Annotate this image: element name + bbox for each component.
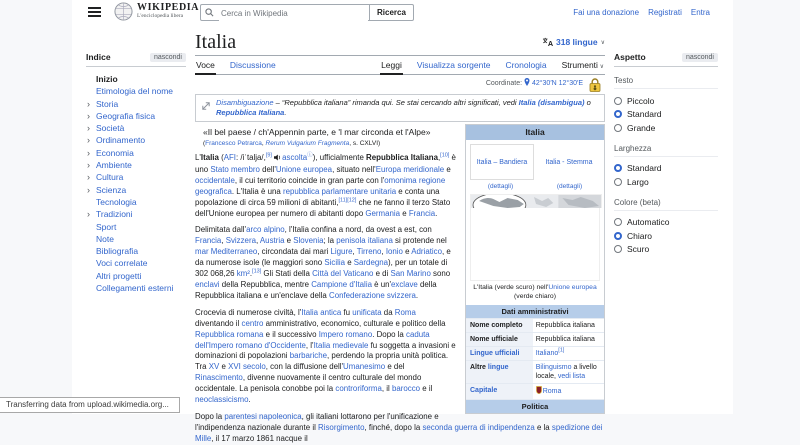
wiki-link[interactable]: Italia antica — [301, 307, 342, 317]
wiki-link[interactable]: Campione d'Italia — [311, 279, 372, 289]
infobox-row-label — [466, 384, 533, 399]
sidebar-item-ambiente[interactable] — [87, 159, 186, 171]
disambiguation-icon — [201, 101, 211, 111]
expand-arrow-icon[interactable]: › — [87, 209, 90, 220]
tab-leggi[interactable]: Leggi — [380, 57, 403, 75]
languages-button[interactable] — [542, 37, 605, 47]
disambiguation-notice: Disambiguazione – “Repubblica italiana” rimanda qui. Se stai cercando altri significati, vedi Italia (disambigua) o Repubblica Italiana. — [195, 94, 605, 122]
toc-link[interactable]: Ordinamento — [96, 135, 146, 146]
radio-option-automatico[interactable] — [614, 216, 718, 230]
tab-discussione[interactable]: Discussione — [229, 60, 276, 70]
expand-arrow-icon[interactable]: › — [87, 110, 90, 121]
tab-visualizza-sorgente[interactable]: Visualizza sorgente — [416, 60, 491, 70]
sidebar-item-etimologia-del-nome[interactable] — [96, 85, 186, 97]
coat-of-arms-placeholder[interactable] — [538, 144, 600, 180]
sidebar-item-bibliografia[interactable] — [96, 245, 186, 257]
radio-option-largo[interactable] — [614, 175, 718, 189]
wiki-link[interactable]: Italia (disambigua) — [518, 98, 585, 107]
wiki-link[interactable]: Ligure — [330, 247, 353, 257]
infobox-row-label — [466, 333, 533, 346]
tab-cronologia[interactable]: Cronologia — [505, 60, 547, 70]
section-title: Testo — [614, 76, 718, 89]
sidebar-item-note[interactable] — [96, 233, 186, 245]
infobox-row-label — [466, 319, 533, 332]
hamburger-menu-icon[interactable] — [88, 7, 101, 19]
search-input[interactable] — [219, 5, 368, 22]
infobox-row — [466, 383, 604, 399]
locator-map-image[interactable] — [470, 194, 602, 208]
wiki-link[interactable]: Impero romano — [318, 329, 373, 339]
wiki-link[interactable]: Svizzera — [225, 236, 256, 246]
text-span: Italia — [200, 153, 219, 162]
toc-link[interactable]: Sport — [96, 221, 117, 232]
coordinates-bar — [195, 75, 605, 92]
wiki-link[interactable]: vedi lista — [557, 373, 586, 380]
radio-option-grande[interactable] — [614, 121, 718, 135]
header-links — [573, 8, 710, 17]
infobox-row-value: Repubblica italiana — [535, 336, 595, 343]
radio-unselected-icon[interactable] — [614, 178, 622, 186]
radio-option-scuro[interactable] — [614, 243, 718, 257]
wiki-link[interactable]: Stato membro — [210, 164, 260, 174]
wiki-link[interactable]: Disambiguazione — [216, 98, 274, 107]
language-icon — [542, 37, 553, 47]
radio-unselected-icon[interactable] — [614, 97, 622, 105]
toc-link[interactable]: Etimologia del nome — [96, 86, 174, 97]
expand-arrow-icon[interactable]: › — [87, 184, 90, 195]
wiki-link[interactable]: neoclassicismo — [195, 395, 249, 405]
wiki-link[interactable]: ascolta — [282, 153, 308, 162]
wiki-link[interactable]: caduta dell'Impero romano d'Occidente — [195, 329, 430, 350]
wiki-link[interactable]: Sicilia — [324, 258, 345, 268]
appearance-title: Aspetto — [614, 52, 646, 62]
radio-option-chiaro[interactable] — [614, 229, 718, 243]
infobox-row — [466, 360, 604, 383]
expand-arrow-icon[interactable]: › — [87, 123, 90, 134]
infobox-row-value — [533, 347, 604, 360]
wiki-link[interactable]: omonima regione geografica — [195, 175, 446, 196]
wiki-link[interactable]: Rinascimento — [195, 373, 243, 383]
section-title: Larghezza — [614, 144, 718, 157]
infobox-row-value: Repubblica italiana — [535, 322, 595, 329]
radio-label: Chiaro — [627, 230, 653, 241]
toc-link[interactable]: Scienza — [96, 184, 127, 195]
toc-link[interactable]: Note — [96, 233, 114, 244]
wiki-link[interactable]: mar Mediterraneo — [195, 247, 258, 257]
reference-link[interactable]: [10] — [440, 152, 450, 159]
radio-label: Standard — [627, 163, 662, 174]
article-paragraph: Crocevia di numerose civiltà, l'Italia antica fu unificata da Roma diventando il centro amministrativo, economico, culturale e politico della Repubblica romana e il successivo Impero romano. Dopo la caduta dell'Impero romano d'Occidente, l'Italia medievale fu soggetta a invasioni e dominazioni di popolazioni barbariche, perdendo la propria unità politica. Tra XV e XVI secolo, con la diffusione dell'Umanesimo e del Rinascimento, divenne nuovamente il centro culturale del mondo occidentale. La penisola conobbe poi la controriforma, il barocco e il neoclassicismo. — [195, 307, 456, 405]
epigraph-attribution: (Francesco Petrarca, Rerum Vulgarium Fragmenta, s. CXLVI) — [203, 140, 381, 147]
infobox-row-value — [533, 384, 604, 399]
toc-link[interactable]: Tradizioni — [96, 209, 133, 220]
sidebar-item-storia[interactable] — [87, 98, 186, 110]
wiki-link[interactable]: Repubblica romana — [195, 329, 264, 339]
header-link-fai-una-donazione[interactable]: Fai una donazione — [573, 8, 640, 17]
toc-link[interactable]: Collegamenti esterni — [96, 283, 174, 294]
expand-arrow-icon[interactable]: › — [87, 98, 90, 109]
expand-arrow-icon[interactable]: › — [87, 147, 90, 158]
appearance-section-testo — [614, 76, 718, 135]
page-title: Italia — [195, 31, 237, 53]
wiki-link[interactable]: Roma — [542, 388, 562, 395]
infobox-row — [466, 346, 604, 360]
article-tabs — [195, 56, 605, 75]
country-infobox — [465, 124, 605, 414]
wiki-link[interactable]: Rerum Vulgarium Fragmenta — [265, 140, 350, 147]
svg-text:A: A — [547, 39, 554, 47]
wiki-link[interactable]: Bilinguismo — [535, 364, 572, 371]
sidebar-item-tradizioni[interactable] — [87, 208, 186, 220]
toc-link[interactable]: Storia — [96, 98, 119, 109]
wiki-link[interactable]: seconda — [422, 422, 453, 432]
appearance-panel — [614, 52, 718, 256]
wiki-link[interactable]: XV — [208, 362, 220, 372]
wiki-link[interactable]: exclave — [391, 279, 418, 289]
expand-arrow-icon[interactable]: › — [87, 135, 90, 146]
article-paragraph: L'Italia (AFI: /iˈtalja/,[9] ascoltaⓘ), ufficialmente Repubblica Italiana,[10] è uno Stato membro dell'Unione europea, situato nell'Europa meridionale e occidentale, il cui territorio coincide in gran parte con l'omonima regione geografica. L'Italia è una repubblica parlamentare unitaria e conta una popolazione di circa 59 milioni di abitanti,[11][12] che ne fanno il terzo Stato dell'Unione europea per numero di abitanti dopo Germania e Francia. — [195, 152, 456, 218]
radio-selected-icon[interactable] — [614, 164, 622, 172]
toc-link[interactable]: Ambiente — [96, 160, 132, 171]
appearance-section-colore-beta- — [614, 198, 718, 257]
roma-coat-of-arms-icon — [536, 386, 542, 397]
flag-image-placeholder[interactable] — [470, 144, 534, 180]
wiki-link[interactable]: XVI secolo — [228, 362, 266, 372]
toc-hide-button[interactable]: nascondi — [150, 53, 186, 62]
wiki-link[interactable]: Umanesimo — [343, 362, 386, 372]
expand-arrow-icon[interactable]: › — [87, 172, 90, 183]
text-span: Repubblica Italiana — [366, 153, 438, 162]
toc-link[interactable]: Economia — [96, 147, 134, 158]
toc-link[interactable]: Cultura — [96, 172, 124, 183]
wiki-link[interactable]: Repubblica Italiana — [216, 108, 285, 117]
wiki-link[interactable]: Adriatico — [411, 247, 442, 257]
logo-title: WIKIPEDIA — [137, 2, 200, 14]
expand-arrow-icon[interactable]: › — [87, 160, 90, 171]
wiki-link[interactable]: Germania — [365, 208, 401, 218]
radio-option-standard[interactable] — [614, 162, 718, 176]
text-span: Nome ufficiale — [470, 336, 518, 343]
wiki-link[interactable]: Confederazione svizzera — [329, 290, 416, 300]
sidebar-item-inizio[interactable] — [96, 73, 186, 85]
coordinates-label: Coordinate: — [485, 80, 523, 87]
reference-link[interactable]: [13] — [252, 268, 262, 275]
radio-option-piccolo[interactable] — [614, 94, 718, 108]
wiki-link[interactable]: barocco — [391, 384, 421, 394]
wiki-link[interactable]: km² — [236, 269, 250, 279]
logo-subtitle: L'enciclopedia libera — [137, 13, 184, 20]
wiki-link[interactable]: Roma — [394, 307, 416, 317]
map-caption: L'Italia (verde scuro) nell'Unione europea (verde chiaro) — [473, 284, 597, 300]
wiki-link[interactable]: Italia medievale — [313, 340, 369, 350]
reference-link[interactable]: [1] — [558, 347, 565, 354]
wiki-link[interactable]: Sardegna — [353, 258, 389, 268]
tab-strumenti[interactable]: Strumenti ∨ — [561, 60, 604, 70]
sidebar-item-scienza[interactable] — [87, 184, 186, 196]
text-span: Nome completo — [470, 322, 523, 329]
wiki-link[interactable]: arco alpino — [246, 225, 285, 235]
article-paragraph: Delimitata dall'arco alpino, l'Italia confina a nord, da ovest a est, con Francia, Svizzera, Austria e Slovenia; la penisola italiana si protende nel mar Mediterraneo, circondata dai mari Ligure, Tirreno, Ionio e Adriatico, e da numerose isole (le maggiori sono Sicilia e Sardegna), per un totale di 302 068,26 km².[13] Gli Stati della Città del Vaticano e di San Marino sono enclavi della Repubblica, mentre Campione d'Italia è un'exclave della Repubblica italiana e un'enclave della Confederazione svizzera. — [195, 225, 451, 300]
wiki-link[interactable]: Francia — [408, 208, 436, 218]
sidebar-item-societ-[interactable] — [87, 122, 186, 134]
wiki-link[interactable]: Europa meridionale — [375, 164, 445, 174]
chevron-down-icon: ∨ — [600, 39, 605, 46]
radio-option-standard[interactable] — [614, 108, 718, 122]
map-pin-icon — [524, 78, 530, 86]
languages-count: 318 lingue — [556, 37, 598, 47]
flag-link: Italia – Bandiera — [476, 158, 528, 166]
wikipedia-page — [72, 0, 733, 443]
wiki-link[interactable]: enclavi — [195, 279, 220, 289]
sidebar-item-economia[interactable] — [87, 147, 186, 159]
sidebar-item-collegamenti-esterni[interactable] — [96, 282, 186, 294]
audio-speaker-icon[interactable] — [274, 154, 281, 165]
search-box — [200, 4, 370, 21]
map-loading-area — [470, 208, 600, 281]
sidebar-item-tecnologia[interactable] — [96, 196, 186, 208]
wiki-link[interactable]: repubblica parlamentare unitaria — [282, 186, 397, 196]
toc-link[interactable]: Geografia fisica — [96, 110, 156, 121]
wiki-link[interactable]: Città del Vaticano — [312, 269, 374, 279]
infobox-row — [466, 318, 604, 332]
radio-label: Grande — [627, 122, 656, 133]
sidebar-item-altri-progetti[interactable] — [96, 270, 186, 282]
wiki-link[interactable]: Slovenia — [293, 236, 324, 246]
radio-selected-icon[interactable] — [614, 232, 622, 240]
search-button[interactable]: Ricerca — [369, 4, 414, 21]
stemma-details-link[interactable]: (dettagli) — [556, 183, 583, 190]
flag-details-link[interactable]: (dettagli) — [487, 183, 514, 190]
wiki-link[interactable]: unificata — [352, 307, 382, 317]
sidebar-item-geografia-fisica[interactable] — [87, 110, 186, 122]
wiki-link[interactable]: Francesco Petrarca — [205, 140, 262, 147]
wiki-link[interactable]: Lingue ufficiali — [470, 350, 520, 357]
wiki-link[interactable]: barbariche — [289, 351, 328, 361]
infobox-title: Italia — [466, 125, 604, 140]
epigraph-quote: «Il bel paese / ch'Appennin parte, e 'l mar circonda et l'Alpe» — [203, 127, 431, 137]
radio-label: Automatico — [627, 217, 670, 228]
infobox-row — [466, 332, 604, 346]
wiki-link[interactable]: Francia — [195, 236, 222, 246]
reference-link[interactable]: ⓘ — [307, 152, 313, 159]
header-link-registrati[interactable]: Registrati — [648, 8, 682, 17]
wiki-link[interactable]: AFI — [223, 153, 236, 162]
wiki-link[interactable]: parentesi napoleonica — [224, 411, 302, 421]
wiki-link[interactable]: lingue — [487, 364, 509, 371]
chevron-down-icon: ∨ — [597, 64, 604, 70]
header-link-entra[interactable]: Entra — [690, 8, 710, 17]
coordinates-link[interactable]: 42°30′N 12°30′E — [531, 80, 583, 87]
radio-label: Scuro — [627, 244, 650, 255]
wiki-link[interactable]: Unione europea — [548, 284, 597, 291]
radio-label: Standard — [627, 109, 662, 120]
infobox-section-politics: Politica — [466, 400, 604, 413]
toc-title: Indice — [86, 52, 111, 62]
browser-status-bar: Transferring data from upload.wikimedia.org... — [0, 397, 180, 413]
sidebar-item-cultura[interactable] — [87, 171, 186, 183]
toc-link[interactable]: Altri progetti — [96, 270, 142, 281]
appearance-section-larghezza — [614, 144, 718, 189]
toc-link[interactable]: Bibliografia — [96, 246, 139, 257]
wiki-link[interactable]: Italiano — [535, 350, 559, 357]
wiki-link[interactable]: Ionio — [385, 247, 403, 257]
wiki-link[interactable]: Austria — [259, 236, 285, 246]
radio-label: Largo — [627, 176, 649, 187]
section-title: Colore (beta) — [614, 198, 718, 211]
toc-link[interactable]: Voci correlate — [96, 258, 148, 269]
wiki-link[interactable]: controriforma — [335, 384, 382, 394]
sidebar-item-sport[interactable] — [96, 221, 186, 233]
infobox-row-value: Bilinguismo a livello locale, vedi lista — [535, 364, 597, 380]
radio-selected-icon[interactable] — [614, 110, 622, 118]
wiki-link[interactable]: spedizione dei Mille — [195, 422, 603, 443]
infobox-row-label — [466, 361, 533, 383]
sidebar-item-ordinamento[interactable] — [87, 134, 186, 146]
radio-unselected-icon[interactable] — [614, 218, 622, 226]
appearance-hide-button[interactable]: nascondi — [682, 53, 718, 62]
wiki-link[interactable]: Capitale — [470, 387, 498, 394]
article-paragraph: Dopo la parentesi napoleonica, gli italiani lottarono per l'unificazione e l'indipendenza nazionale durante il Risorgimento, finché, dopo la seconda guerra di indipendenza e la spedizione dei Mille, il 17 marzo 1861 nacque il — [195, 411, 603, 443]
reference-link[interactable]: [9] — [265, 152, 272, 159]
protected-page-lock-icon[interactable] — [589, 78, 601, 92]
wiki-link[interactable]: Unione europea — [275, 164, 333, 174]
radio-label: Piccolo — [627, 95, 655, 106]
stemma-link: Italia - Stemma — [545, 158, 593, 166]
wiki-link[interactable]: guerra di indipendenza — [454, 422, 535, 432]
reference-link[interactable]: [11][12] — [338, 197, 357, 203]
search-icon — [205, 8, 214, 17]
toc-sidebar — [86, 52, 186, 294]
infobox-row-label — [466, 347, 533, 360]
wikipedia-logo[interactable] — [114, 2, 199, 21]
wiki-link[interactable]: occidentale — [195, 175, 235, 185]
wiki-link[interactable]: San Marino — [390, 269, 431, 279]
radio-unselected-icon[interactable] — [614, 124, 622, 132]
toc-link[interactable]: Società — [96, 123, 125, 134]
site-header — [72, 0, 733, 25]
toc-link[interactable]: Tecnologia — [96, 196, 137, 207]
tab-voce[interactable]: Voce — [195, 57, 216, 75]
wiki-link[interactable]: penisola italiana — [336, 236, 393, 246]
wikipedia-globe-icon — [114, 2, 133, 21]
infobox-section-admin: Dati amministrativi — [466, 305, 604, 318]
radio-unselected-icon[interactable] — [614, 245, 622, 253]
toc-link[interactable]: Inizio — [96, 74, 118, 84]
wiki-link[interactable]: Tirreno — [356, 247, 382, 257]
wiki-link[interactable]: Risorgimento — [318, 422, 365, 432]
article-main — [195, 30, 605, 445]
text-span: Altre — [470, 364, 488, 371]
sidebar-item-voci-correlate[interactable] — [96, 257, 186, 269]
wiki-link[interactable]: centro — [241, 318, 264, 328]
